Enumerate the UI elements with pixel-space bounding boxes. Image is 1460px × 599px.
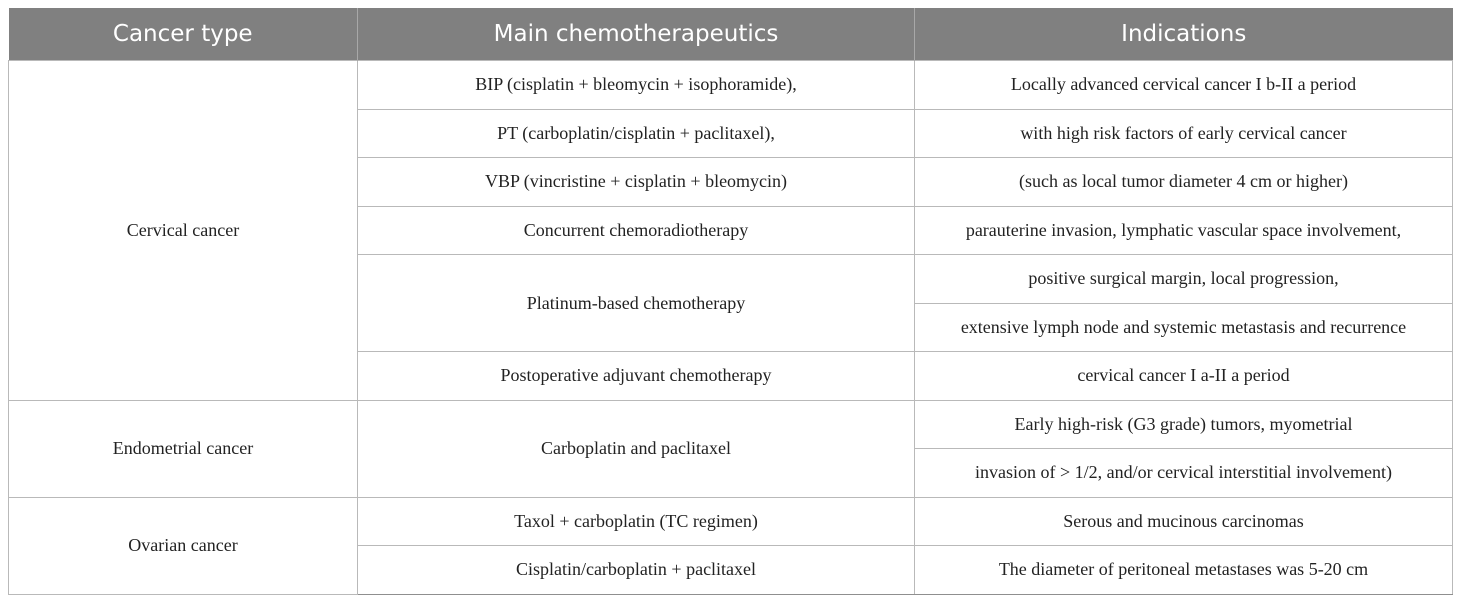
indication-cell: with high risk factors of early cervical cancer [915,109,1453,158]
cancer-type-cell: Cervical cancer [9,61,358,401]
indication-cell: positive surgical margin, local progression, [915,255,1453,304]
chemo-cell: Cisplatin/carboplatin + paclitaxel [358,546,915,595]
table-row [9,400,1453,449]
header-row [9,8,1453,61]
header-cancer-type: Cancer type [9,8,358,61]
indication-cell: parauterine invasion, lymphatic vascular space involvement, [915,206,1453,255]
chemo-cell: VBP (vincristine + cisplatin + bleomycin) [358,158,915,207]
chemo-cell: Carboplatin and paclitaxel [358,400,915,497]
chemo-cell: Platinum-based chemotherapy [358,255,915,352]
table-body [9,61,1453,595]
indication-cell: invasion of > 1/2, and/or cervical interstitial involvement) [915,449,1453,498]
indication-cell: Serous and mucinous carcinomas [915,497,1453,546]
cancer-type-cell: Ovarian cancer [9,497,358,594]
chemotherapy-table [8,8,1453,595]
indication-cell: (such as local tumor diameter 4 cm or higher) [915,158,1453,207]
indication-cell: cervical cancer I a-II a period [915,352,1453,401]
chemo-cell: Postoperative adjuvant chemotherapy [358,352,915,401]
indication-cell: Early high-risk (G3 grade) tumors, myometrial [915,400,1453,449]
table-row [9,497,1453,546]
indication-cell: The diameter of peritoneal metastases was 5-20 cm [915,546,1453,595]
chemo-cell: Concurrent chemoradiotherapy [358,206,915,255]
chemo-cell: BIP (cisplatin + bleomycin + isophoramide), [358,61,915,110]
indication-cell: extensive lymph node and systemic metastasis and recurrence [915,303,1453,352]
indication-cell: Locally advanced cervical cancer I b-II a period [915,61,1453,110]
header-main-chemotherapeutics: Main chemotherapeutics [358,8,915,61]
table-header [9,8,1453,61]
chemo-cell: PT (carboplatin/cisplatin + paclitaxel), [358,109,915,158]
chemo-cell: Taxol + carboplatin (TC regimen) [358,497,915,546]
header-indications: Indications [915,8,1453,61]
table-row [9,61,1453,110]
cancer-type-cell: Endometrial cancer [9,400,358,497]
